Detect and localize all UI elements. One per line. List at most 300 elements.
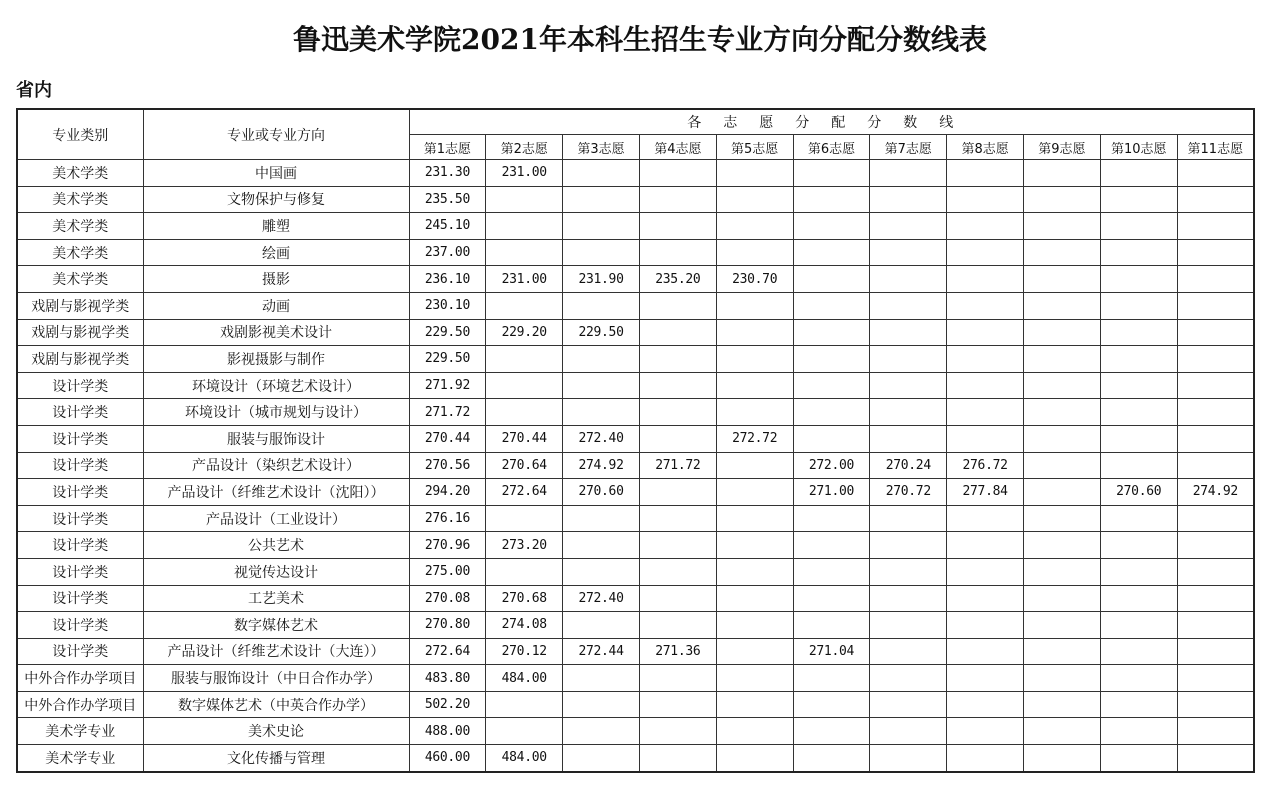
score-cell <box>870 319 947 346</box>
score-cell: 230.10 <box>409 292 486 319</box>
score-cell <box>1177 532 1254 559</box>
score-cell: 231.90 <box>563 266 640 293</box>
header-category: 专业类别 <box>17 109 143 160</box>
score-cell <box>1100 745 1177 772</box>
score-cell <box>947 665 1024 692</box>
score-cell: 271.36 <box>639 638 716 665</box>
category-cell: 美术学类 <box>17 186 143 213</box>
score-cell <box>793 745 870 772</box>
score-cell: 502.20 <box>409 691 486 718</box>
score-cell <box>870 585 947 612</box>
score-cell <box>793 532 870 559</box>
score-cell: 237.00 <box>409 239 486 266</box>
score-cell <box>1177 213 1254 240</box>
score-cell <box>947 346 1024 373</box>
score-cell: 271.72 <box>639 452 716 479</box>
major-cell: 戏剧影视美术设计 <box>143 319 409 346</box>
score-cell: 274.08 <box>486 612 563 639</box>
score-cell: 484.00 <box>486 665 563 692</box>
score-cell <box>639 665 716 692</box>
score-cell <box>793 292 870 319</box>
score-cell: 276.72 <box>947 452 1024 479</box>
score-cell <box>870 160 947 187</box>
score-cell <box>870 638 947 665</box>
table-row <box>17 691 1254 718</box>
score-cell <box>870 372 947 399</box>
category-cell: 设计学类 <box>17 425 143 452</box>
score-cell <box>870 425 947 452</box>
category-cell: 设计学类 <box>17 585 143 612</box>
header-choice-group: 各志愿分配分数线 <box>409 109 1254 135</box>
score-cell <box>947 292 1024 319</box>
header-choice-9: 第9志愿 <box>1024 135 1101 160</box>
score-cell <box>947 638 1024 665</box>
score-cell <box>1100 691 1177 718</box>
score-cell: 272.64 <box>409 638 486 665</box>
score-cell <box>1024 425 1101 452</box>
score-cell <box>793 346 870 373</box>
score-cell <box>947 745 1024 772</box>
score-cell: 235.20 <box>639 266 716 293</box>
table-row <box>17 532 1254 559</box>
score-cell <box>947 691 1024 718</box>
table-row <box>17 372 1254 399</box>
score-cell: 274.92 <box>563 452 640 479</box>
category-cell: 设计学类 <box>17 452 143 479</box>
score-cell <box>1100 425 1177 452</box>
score-cell <box>793 186 870 213</box>
score-cell <box>1177 665 1254 692</box>
score-cell: 275.00 <box>409 558 486 585</box>
score-cell <box>1100 292 1177 319</box>
score-cell <box>1100 585 1177 612</box>
score-cell <box>639 558 716 585</box>
score-cell <box>716 160 793 187</box>
score-cell <box>563 718 640 745</box>
major-cell: 文化传播与管理 <box>143 745 409 772</box>
score-cell <box>639 585 716 612</box>
score-cell <box>1024 399 1101 426</box>
score-cell <box>1177 399 1254 426</box>
score-cell <box>716 372 793 399</box>
score-cell <box>1177 319 1254 346</box>
category-cell: 戏剧与影视学类 <box>17 319 143 346</box>
score-cell <box>639 239 716 266</box>
header-choice-8: 第8志愿 <box>947 135 1024 160</box>
score-cell <box>1024 452 1101 479</box>
score-cell <box>1177 452 1254 479</box>
major-cell: 中国画 <box>143 160 409 187</box>
major-cell: 环境设计（环境艺术设计） <box>143 372 409 399</box>
score-cell: 270.44 <box>409 425 486 452</box>
score-cell <box>563 372 640 399</box>
category-cell: 美术学专业 <box>17 745 143 772</box>
score-cell <box>563 691 640 718</box>
score-cell <box>870 612 947 639</box>
score-cell <box>639 160 716 187</box>
score-cell <box>1177 292 1254 319</box>
score-cell <box>639 612 716 639</box>
score-cell: 230.70 <box>716 266 793 293</box>
score-cell <box>716 638 793 665</box>
score-cell <box>563 186 640 213</box>
score-cell <box>639 372 716 399</box>
score-cell <box>793 319 870 346</box>
category-cell: 中外合作办学项目 <box>17 665 143 692</box>
score-cell <box>870 505 947 532</box>
score-cell: 270.12 <box>486 638 563 665</box>
score-cell <box>947 399 1024 426</box>
score-cell <box>1024 479 1101 506</box>
score-cell <box>1100 452 1177 479</box>
score-cell <box>947 612 1024 639</box>
score-cell <box>716 239 793 266</box>
score-cell <box>1177 160 1254 187</box>
score-cell <box>486 239 563 266</box>
score-cell <box>716 612 793 639</box>
table-row <box>17 638 1254 665</box>
score-cell: 270.44 <box>486 425 563 452</box>
category-cell: 美术学类 <box>17 213 143 240</box>
score-cell: 229.20 <box>486 319 563 346</box>
score-cell <box>563 612 640 639</box>
document-title: 鲁迅美术学院2021年本科生招生专业方向分配分数线表 <box>293 23 987 56</box>
score-cell <box>870 665 947 692</box>
table-row <box>17 612 1254 639</box>
score-cell <box>1177 239 1254 266</box>
score-cell <box>1100 718 1177 745</box>
major-cell: 数字媒体艺术 <box>143 612 409 639</box>
category-cell: 戏剧与影视学类 <box>17 346 143 373</box>
score-cell <box>1024 718 1101 745</box>
score-cell: 294.20 <box>409 479 486 506</box>
header-choice-4: 第4志愿 <box>639 135 716 160</box>
table-row <box>17 745 1254 772</box>
score-cell: 229.50 <box>409 346 486 373</box>
major-cell: 环境设计（城市规划与设计） <box>143 399 409 426</box>
table-row <box>17 266 1254 293</box>
major-cell: 产品设计（纤维艺术设计（大连）） <box>143 638 409 665</box>
score-cell: 272.44 <box>563 638 640 665</box>
score-cell: 272.40 <box>563 585 640 612</box>
score-cell <box>639 292 716 319</box>
category-cell: 设计学类 <box>17 638 143 665</box>
score-cell <box>1100 160 1177 187</box>
score-cell <box>1024 612 1101 639</box>
score-cell <box>1024 638 1101 665</box>
score-cell <box>639 532 716 559</box>
category-cell: 中外合作办学项目 <box>17 691 143 718</box>
header-choice-5: 第5志愿 <box>716 135 793 160</box>
table-row <box>17 319 1254 346</box>
score-cell <box>1024 505 1101 532</box>
score-cell <box>1177 505 1254 532</box>
score-cell <box>486 505 563 532</box>
score-cell: 229.50 <box>563 319 640 346</box>
score-cell <box>716 186 793 213</box>
score-cell <box>1024 266 1101 293</box>
table-row <box>17 346 1254 373</box>
score-cell: 274.92 <box>1177 479 1254 506</box>
score-cell <box>1024 319 1101 346</box>
table-row <box>17 425 1254 452</box>
score-cell: 460.00 <box>409 745 486 772</box>
score-cell: 270.60 <box>563 479 640 506</box>
score-cell: 270.24 <box>870 452 947 479</box>
major-cell: 雕塑 <box>143 213 409 240</box>
table-row <box>17 585 1254 612</box>
major-cell: 影视摄影与制作 <box>143 346 409 373</box>
score-cell <box>1100 638 1177 665</box>
score-cell <box>947 585 1024 612</box>
category-cell: 戏剧与影视学类 <box>17 292 143 319</box>
score-cell: 270.96 <box>409 532 486 559</box>
score-cell <box>793 213 870 240</box>
score-cell <box>1177 558 1254 585</box>
table-row <box>17 665 1254 692</box>
score-cell <box>1024 585 1101 612</box>
score-cell <box>947 372 1024 399</box>
score-cell: 277.84 <box>947 479 1024 506</box>
score-cell <box>639 479 716 506</box>
score-cell <box>870 186 947 213</box>
major-cell: 服装与服饰设计 <box>143 425 409 452</box>
header-choice-7: 第7志愿 <box>870 135 947 160</box>
major-cell: 产品设计（染织艺术设计） <box>143 452 409 479</box>
score-cell <box>716 213 793 240</box>
score-cell <box>1177 745 1254 772</box>
score-cell <box>716 585 793 612</box>
score-cell <box>793 399 870 426</box>
score-cell: 270.68 <box>486 585 563 612</box>
score-cell <box>1024 745 1101 772</box>
score-cell: 270.80 <box>409 612 486 639</box>
score-cell <box>1024 665 1101 692</box>
score-table <box>16 108 1255 773</box>
score-cell <box>1100 612 1177 639</box>
score-cell: 272.40 <box>563 425 640 452</box>
score-cell <box>1177 266 1254 293</box>
score-cell <box>639 505 716 532</box>
score-cell: 271.04 <box>793 638 870 665</box>
category-cell: 美术学专业 <box>17 718 143 745</box>
table-row <box>17 505 1254 532</box>
major-cell: 视觉传达设计 <box>143 558 409 585</box>
score-cell <box>870 691 947 718</box>
score-cell <box>486 558 563 585</box>
category-cell: 设计学类 <box>17 612 143 639</box>
score-cell <box>716 292 793 319</box>
score-cell <box>563 505 640 532</box>
score-cell <box>716 558 793 585</box>
table-row <box>17 479 1254 506</box>
score-cell <box>947 558 1024 585</box>
score-cell <box>1024 372 1101 399</box>
major-cell: 数字媒体艺术（中英合作办学） <box>143 691 409 718</box>
score-cell: 231.00 <box>486 160 563 187</box>
score-cell <box>793 266 870 293</box>
score-cell <box>870 532 947 559</box>
score-cell <box>639 425 716 452</box>
category-cell: 设计学类 <box>17 532 143 559</box>
score-cell: 231.30 <box>409 160 486 187</box>
header-choice-11: 第11志愿 <box>1177 135 1254 160</box>
score-cell <box>639 186 716 213</box>
score-cell <box>1100 505 1177 532</box>
score-cell <box>1100 346 1177 373</box>
table-row <box>17 213 1254 240</box>
category-cell: 设计学类 <box>17 479 143 506</box>
score-cell: 270.08 <box>409 585 486 612</box>
score-cell: 270.60 <box>1100 479 1177 506</box>
major-cell: 绘画 <box>143 239 409 266</box>
score-cell <box>1100 532 1177 559</box>
score-cell <box>793 558 870 585</box>
score-cell <box>793 160 870 187</box>
category-cell: 美术学类 <box>17 266 143 293</box>
score-cell <box>639 718 716 745</box>
score-cell <box>1100 266 1177 293</box>
score-cell <box>716 665 793 692</box>
score-cell: 271.92 <box>409 372 486 399</box>
score-cell <box>716 691 793 718</box>
score-cell: 483.80 <box>409 665 486 692</box>
table-row <box>17 186 1254 213</box>
score-cell <box>716 479 793 506</box>
score-cell <box>793 718 870 745</box>
score-cell <box>563 160 640 187</box>
score-cell <box>639 745 716 772</box>
score-cell: 276.16 <box>409 505 486 532</box>
score-cell: 270.72 <box>870 479 947 506</box>
score-cell <box>793 585 870 612</box>
score-cell <box>870 266 947 293</box>
score-cell <box>639 346 716 373</box>
category-cell: 设计学类 <box>17 505 143 532</box>
score-cell <box>1100 399 1177 426</box>
score-cell: 272.00 <box>793 452 870 479</box>
header-major: 专业或专业方向 <box>143 109 409 160</box>
score-cell: 235.50 <box>409 186 486 213</box>
major-cell: 动画 <box>143 292 409 319</box>
major-cell: 摄影 <box>143 266 409 293</box>
score-cell <box>563 346 640 373</box>
score-cell <box>870 292 947 319</box>
score-cell <box>1100 372 1177 399</box>
score-cell <box>563 745 640 772</box>
score-cell: 273.20 <box>486 532 563 559</box>
score-cell <box>1177 638 1254 665</box>
score-cell: 484.00 <box>486 745 563 772</box>
score-cell <box>716 346 793 373</box>
score-cell: 236.10 <box>409 266 486 293</box>
score-cell <box>1177 612 1254 639</box>
score-cell <box>563 665 640 692</box>
score-cell: 229.50 <box>409 319 486 346</box>
score-cell <box>1024 213 1101 240</box>
score-cell <box>1024 691 1101 718</box>
score-cell <box>1024 239 1101 266</box>
score-cell <box>947 532 1024 559</box>
table-row <box>17 399 1254 426</box>
score-cell <box>947 505 1024 532</box>
score-cell <box>563 213 640 240</box>
major-cell: 美术史论 <box>143 718 409 745</box>
score-cell <box>486 186 563 213</box>
score-cell <box>793 372 870 399</box>
score-cell <box>716 452 793 479</box>
score-cell <box>947 425 1024 452</box>
score-cell <box>1177 691 1254 718</box>
score-cell: 271.00 <box>793 479 870 506</box>
score-cell <box>1100 239 1177 266</box>
score-cell <box>716 532 793 559</box>
major-cell: 公共艺术 <box>143 532 409 559</box>
score-cell <box>716 745 793 772</box>
score-cell <box>716 505 793 532</box>
table-row <box>17 558 1254 585</box>
score-cell <box>947 186 1024 213</box>
category-cell: 设计学类 <box>17 399 143 426</box>
score-cell <box>870 399 947 426</box>
score-cell <box>639 319 716 346</box>
score-cell <box>1177 585 1254 612</box>
table-row <box>17 718 1254 745</box>
score-cell: 271.72 <box>409 399 486 426</box>
score-cell <box>947 266 1024 293</box>
category-cell: 美术学类 <box>17 160 143 187</box>
score-cell <box>1100 665 1177 692</box>
score-cell <box>793 425 870 452</box>
score-cell <box>870 239 947 266</box>
score-cell <box>870 558 947 585</box>
score-cell: 272.64 <box>486 479 563 506</box>
score-cell <box>1024 346 1101 373</box>
score-cell: 231.00 <box>486 266 563 293</box>
score-cell <box>947 718 1024 745</box>
header-choice-6: 第6志愿 <box>793 135 870 160</box>
score-cell <box>1177 425 1254 452</box>
score-cell <box>870 346 947 373</box>
score-cell <box>793 612 870 639</box>
score-cell <box>947 319 1024 346</box>
score-cell <box>716 718 793 745</box>
score-cell <box>1024 186 1101 213</box>
score-cell <box>1100 213 1177 240</box>
score-cell <box>793 691 870 718</box>
header-choice-1: 第1志愿 <box>409 135 486 160</box>
major-cell: 服装与服饰设计（中日合作办学） <box>143 665 409 692</box>
table-row <box>17 452 1254 479</box>
score-cell <box>486 213 563 240</box>
score-cell <box>486 718 563 745</box>
table-row <box>17 292 1254 319</box>
major-cell: 工艺美术 <box>143 585 409 612</box>
score-cell <box>486 372 563 399</box>
score-cell <box>1177 186 1254 213</box>
header-choice-3: 第3志愿 <box>563 135 640 160</box>
score-cell <box>870 745 947 772</box>
score-cell <box>947 160 1024 187</box>
score-cell: 488.00 <box>409 718 486 745</box>
category-cell: 设计学类 <box>17 372 143 399</box>
score-cell <box>870 718 947 745</box>
score-cell <box>793 505 870 532</box>
score-cell <box>1024 292 1101 319</box>
score-cell <box>486 292 563 319</box>
score-cell <box>1100 186 1177 213</box>
category-cell: 设计学类 <box>17 558 143 585</box>
